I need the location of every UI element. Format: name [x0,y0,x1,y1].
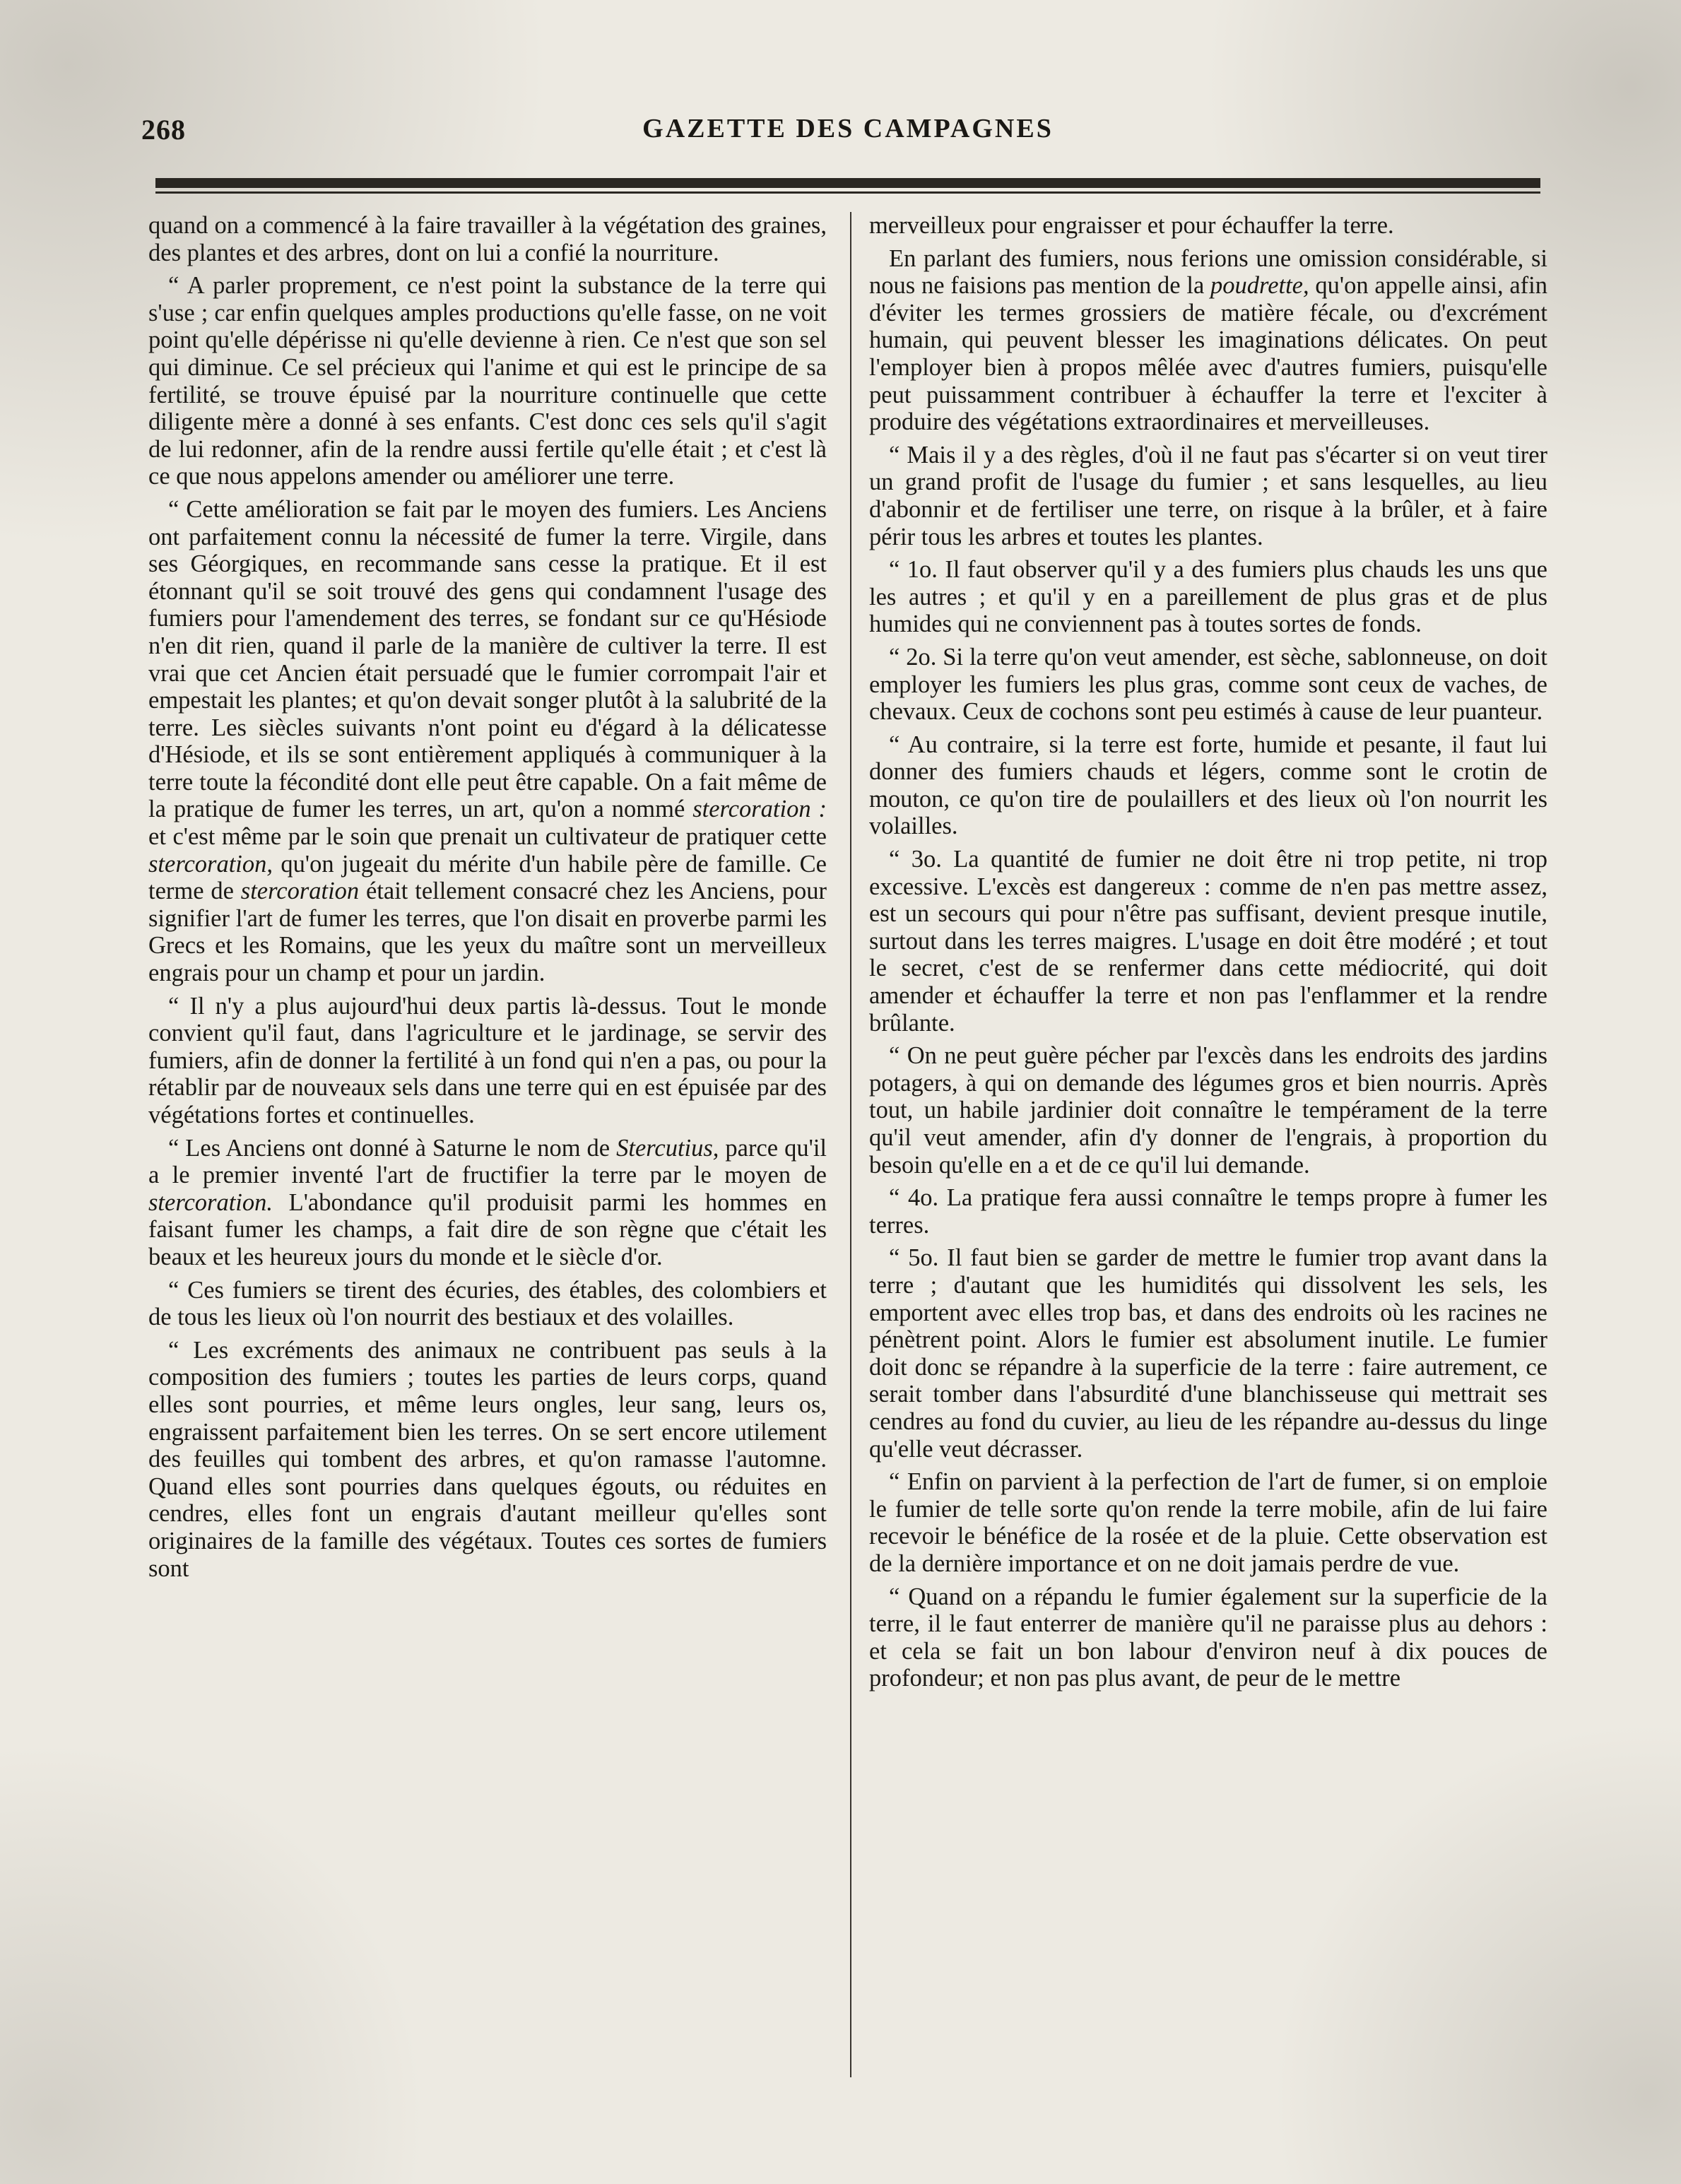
paragraph: “ Mais il y a des règles, d'où il ne faut pas s'écarter si on veut tirer un grand profit de l'usage du fumier ; et sans lesquelles, au lieu d'abonnir et de fertiliser une terre, on risque à la brûler, et à faire périr tous les arbres et toutes les plantes. [869,441,1547,550]
paragraph: “ 4o. La pratique fera aussi connaître le temps propre à fumer les terres. [869,1184,1547,1239]
paragraph: merveilleux pour engraisser et pour échauffer la terre. [869,212,1394,239]
text-run: et c'est même par le soin que prenait un cultivateur de pratiquer cette [148,823,827,851]
column-divider [850,212,851,2077]
paragraph: “ Il n'y a plus aujourd'hui deux partis là-dessus. Tout le monde convient qu'il faut, dans l'agriculture et le jardinage, se servir des fumiers, afin de donner la fertilité à un fond qui n'en a pas, ou pour la rétablir par de nouveaux sels dans une terre qui en est épuisée par des végétations fortes et continuelles. [148,992,827,1128]
text-run: L'abondance qu'il produisit parmi les hommes en faisant fumer les champs, a fait dire de son règne que c'était les beaux et les heureux jours du monde et le siècle d'or. [148,1188,827,1270]
italic-term: stercoration. [148,1188,273,1216]
text-run: “ Cette amélioration se fait par le moyen des fumiers. Les Anciens ont parfaitement connu la nécessité de fumer la terre. Virgile, dans ses Géorgiques, en recommande sans cesse la pratique. Et il est étonnant qu'il se soit trouvé des gens qui condamnent l'usage des fumiers pour l'amendement des terres, se fondant sur ce qu'Hésiode n'en dit rien, quand il parle de la manière de cultiver la terre. Il est vrai que cet Ancien était persuadé que le fumier corrompait l'air et empestait les plantes; et qu'on devait songer plutôt à la salubrité de la terre. Les siècles suivants n'ont point eu d'égard à la délicatesse d'Hésiode, et ils se sont entièrement appliqués à communiquer à la terre toute la fécondité dont elle peut être capable. On a fait même de la pratique de fumer les terres, un art, qu'on a nommé [148,495,827,823]
paragraph: “ Ces fumiers se tirent des écuries, des étables, des colombiers et de tous les lieux où l'on nourrit des bestiaux et des volailles. [148,1276,827,1331]
paragraph [148,496,827,987]
text-run: parce qu'il a le premier inventé l'art de fructifier la terre par le moyen de [148,1134,827,1189]
italic-term: Stercutius, [616,1134,719,1162]
paragraph: “ 1o. Il faut observer qu'il y a des fumiers plus chauds les uns que les autres ; et qu'il y en a pareillement de plus gras et de plus humides qui ne conviennent pas à toutes sortes de fonds. [869,556,1547,638]
left-column [148,212,827,1588]
paragraph [148,1135,827,1271]
header-rule-thin [155,191,1540,194]
paragraph: “ Les excréments des animaux ne contribuent pas seuls à la composition des fumiers ; toutes les parties de leurs corps, quand elles sont pourries, et même leurs ongles, leur sang, leurs os, engraissent parfaitement bien les terres. On se sert encore utilement des feuilles qui tombent des arbres, et qu'on ramasse l'automne. Quand elles sont pourries dans quelques égouts, ou réduites en cendres, elles font un engrais d'autant meilleur qu'elles sont originaires de la famille des végétaux. Toutes ces sortes de fumiers sont [148,1336,827,1582]
text-run: qu'on appelle ainsi, afin d'éviter les termes grossiers de matière fécale, ou d'excrément humain, qui peuvent blesser les imaginations délicates. On peut l'employer bien à propos mêlée avec d'autres fumiers, puisqu'elle peut puissamment contribuer à échauffer la terre et l'exciter à produire des végétations extraordinaires et merveilleuses. [869,272,1547,436]
paragraph: “ Au contraire, si la terre est forte, humide et pesante, il faut lui donner des fumiers chauds et légers, comme sont le crotin de mouton, ce qu'on tire de poulaillers et des lieux où l'on nourrit les volailles. [869,731,1547,840]
italic-term: stercoration, [148,850,273,878]
text-run: qu'on jugeait du mérite d'un habile père de famille. Ce terme de [148,850,827,905]
page-header [141,113,1555,155]
text-run: était tellement consacré chez les Anciens, pour signifier l'art de fumer les terres, que l'on disait en proverbe parmi les Grecs et les Romains, que les yeux du maître sont un merveilleux engrais pour un champ et pour un jardin. [148,878,827,987]
paragraph: “ Enfin on parvient à la perfection de l'art de fumer, si on emploie le fumier de telle sorte qu'on rende la terre mobile, afin de lui faire recevoir le bénéfice de la rosée et de la pluie. Cette observation est de la dernière importance et on ne doit jamais perdre de vue. [869,1468,1547,1577]
paragraph: “ A parler proprement, ce n'est point la substance de la terre qui s'use ; car enfin quelques amples productions qu'elle fasse, on ne voit point qu'elle dépérisse ni qu'elle devienne à rien. Ce n'est que son sel qui diminue. Ce sel précieux qui l'anime et qui est le principe de sa fertilité, se trouve épuisé par la nourriture continuelle que cette diligente mère a donné à ses enfants. C'est donc ces sels qu'il s'agit de lui redonner, afin de la rendre aussi fertile qu'elle était ; et c'est là ce que nous appelons amender ou améliorer une terre. [148,272,827,490]
italic-term: stercoration [240,878,360,905]
right-column [869,212,1547,1698]
paragraph: “ 3o. La quantité de fumier ne doit être ni trop petite, ni trop excessive. L'excès est dangereux : comme de n'en pas mettre assez, est un secours qui pour n'être pas suffisant, devient presque inutile, surtout dans les terres maigres. L'usage en doit être modéré ; et tout le secret, c'est de se renfermer dans cette médiocrité, qui doit amender et échauffer la terre et non pas l'enflammer et la rendre brûlante. [869,846,1547,1037]
paragraph [869,245,1547,436]
text-run: En parlant des fumiers, nous ferions une omission considérable, si nous ne faisions pas mention de la [869,244,1547,300]
italic-term: poudrette, [1210,272,1309,300]
paragraph: “ 5o. Il faut bien se garder de mettre le fumier trop avant dans la terre ; d'autant que les humidités qui dissolvent les sels, les emportent avec elles trop bas, et dans des endroits où les racines ne pénètrent point. Alors le fumier est absolument inutile. Le fumier doit donc se répandre à la superficie de la terre : faire autrement, ce serait tomber dans l'absurdité d'une blanchisseuse qui mettrait ses cendres au fond du cuvier, au lieu de les répandre au-dessus du linge qu'elle veut décrasser. [869,1244,1547,1463]
paragraph: “ 2o. Si la terre qu'on veut amender, est sèche, sablonneuse, on doit employer les fumiers les plus gras, comme sont ceux de vaches, de chevaux. Ceux de cochons sont peu estimés à cause de leur puanteur. [869,643,1547,726]
paragraph: “ Quand on a répandu le fumier également sur la superficie de la terre, il le faut enterrer de manière qu'il ne paraisse plus au dehors : et cela se fait un bon labour d'environ neuf à dix pouces de profondeur; et non pas plus avant, de peur de le mettre [869,1583,1547,1692]
running-title: GAZETTE DES CAMPAGNES [642,114,1054,143]
page-number: 268 [141,114,186,146]
text-run: “ Les Anciens ont donné à Saturne le nom de [168,1134,617,1162]
paragraph: quand on a commencé à la faire travailler à la végétation des graines, des plantes et des arbres, dont on lui a confié la nourriture. [148,212,827,266]
paragraph: “ On ne peut guère pécher par l'excès dans les endroits des jardins potagers, à qui on demande des légumes gros et bien nourris. Après tout, un habile jardinier doit connaître le tempérament de la terre qu'il veut amender, afin d'y donner de l'engrais, à proportion du besoin qu'elle en a et de ce qu'il lui demande. [869,1042,1547,1179]
header-rule [155,178,1540,188]
italic-term: stercoration : [692,796,827,823]
